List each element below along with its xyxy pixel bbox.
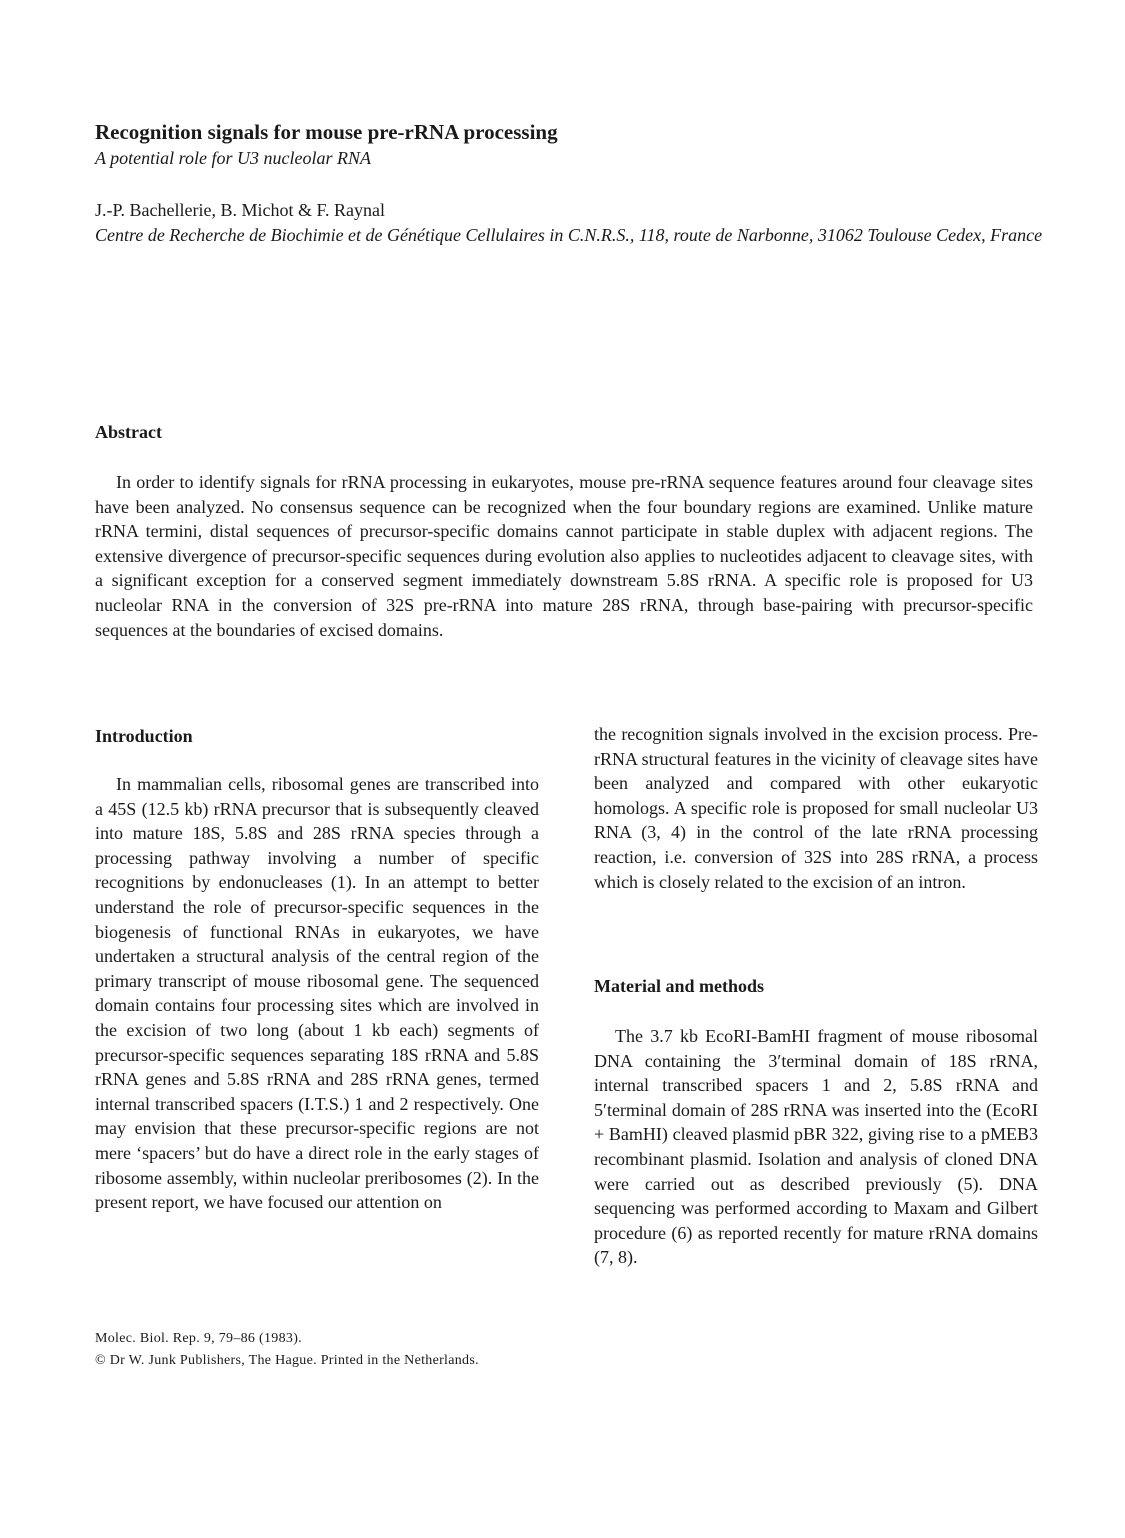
paper-title: Recognition signals for mouse pre-rRNA processing [95, 120, 558, 144]
introduction-heading: Introduction [95, 726, 193, 746]
methods-heading: Material and methods [594, 976, 764, 996]
journal-citation: Molec. Biol. Rep. 9, 79–86 (1983). [95, 1331, 302, 1346]
introduction-paragraph-left: In mammalian cells, ribosomal genes are transcribed into a 45S (12.5 kb) rRNA precursor that is subsequently cleaved into mature 18S, 5.8S and 28S rRNA species through a processing pathway involving a number of specific recognitions by endonucleases (1). In an attempt to better understand the role of precursor-specific sequences in the biogenesis of functional RNAs in eukaryotes, we have undertaken a structural analysis of the central region of the primary transcript of mouse ribosomal gene. The sequenced domain contains four processing sites which are involved in the excision of two long (about 1 kb each) segments of precursor-specific sequences separating 18S rRNA and 5.8S rRNA genes and 5.8S rRNA and 28S rRNA genes, termed internal transcribed spacers (I.T.S.) 1 and 2 respectively. One may envision that these precursor-specific regions are not mere ‘spacers’ but do have a direct role in the early stages of ribosome assembly, within nucleolar preribosomes (2). In the present report, we have focused our attention on [95, 774, 539, 1213]
abstract-body: In order to identify signals for rRNA processing in eukaryotes, mouse pre-rRNA sequence features around four cleavage sites have been analyzed. No consensus sequence can be recognized when the four boundary regions are examined. Unlike mature rRNA termini, distal sequences of precursor-specific domains cannot participate in stable duplex with adjacent regions. The extensive divergence of precursor-specific sequences during evolution also applies to nucleotides adjacent to cleavage sites, with a significant exception for a conserved segment immediately downstream 5.8S rRNA. A specific role is proposed for U3 nucleolar RNA in the conversion of 32S pre-rRNA into mature 28S rRNA, through base-pairing with precursor-specific sequences at the boundaries of excised domains. [95, 472, 1033, 640]
methods-paragraph: The 3.7 kb EcoRI-BamHI fragment of mouse ribosomal DNA containing the 3′terminal domain of 18S rRNA, internal transcribed spacers 1 and 2, 5.8S rRNA and 5′terminal domain of 28S rRNA was inserted into the (EcoRI + BamHI) cleaved plasmid pBR 322, giving rise to a pMEB3 recombinant plasmid. Isolation and analysis of cloned DNA were carried out as described previously (5). DNA sequencing was performed according to Maxam and Gilbert procedure (6) as reported recently for mature rRNA domains (7, 8). [594, 1026, 1038, 1268]
copyright-notice: © Dr W. Junk Publishers, The Hague. Printed in the Netherlands. [95, 1353, 479, 1368]
introduction-paragraph-right: the recognition signals involved in the excision process. Pre-rRNA structural features in the vicinity of cleavage sites have been analyzed and compared with other eukaryotic homologs. A specific role is proposed for small nucleolar U3 RNA (3, 4) in the control of the late rRNA processing reaction, i.e. conversion of 32S into 28S rRNA, a process which is closely related to the excision of an intron. [594, 724, 1038, 892]
paper-subtitle: A potential role for U3 nucleolar RNA [95, 148, 371, 168]
abstract-heading: Abstract [95, 422, 162, 442]
author-affiliation: Centre de Recherche de Biochimie et de Génétique Cellulaires in C.N.R.S., 118, route de Narbonne, 31062 Toulouse Cedex, France [95, 225, 1043, 245]
author-list: J.-P. Bachellerie, B. Michot & F. Raynal [95, 200, 386, 220]
page-footer [95, 1328, 479, 1372]
